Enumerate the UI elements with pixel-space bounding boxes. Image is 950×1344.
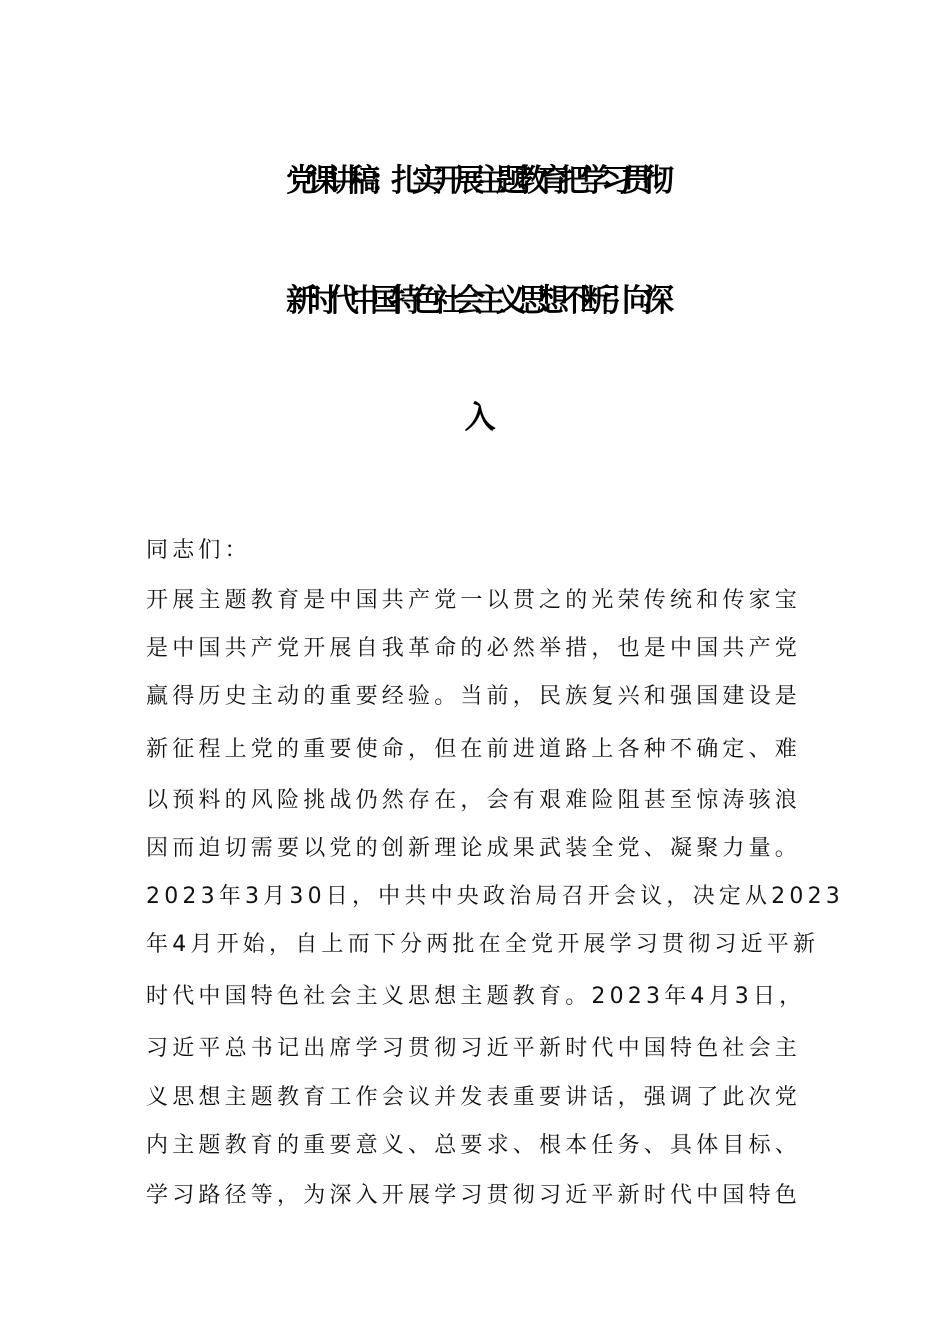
- document-title-line-2: 新时代中国特色社会主义思想不断引向深: [286, 283, 664, 319]
- body-line: 时代中国特色社会主义思想主题教育。2023年4月3日，: [146, 984, 806, 1009]
- body-line: 2023年3月30日，中共中央政治局召开会议，决定从2023: [146, 884, 844, 909]
- greeting: 同志们：: [146, 538, 251, 563]
- document-title-line-3: 入: [464, 400, 486, 436]
- document-title-line-1: 党课讲稿：扎实开展主题教育把学习贯彻: [286, 163, 664, 199]
- body-line: 开展主题教育是中国共产党一以贯之的光荣传统和传家宝: [146, 588, 802, 613]
- body-line: 新征程上党的重要使命，但在前进道路上各种不确定、难: [146, 737, 802, 762]
- body-line: 因而迫切需要以党的创新理论成果武装全党、凝聚力量。: [146, 836, 802, 861]
- body-line: 习近平总书记出席学习贯彻习近平新时代中国特色社会主: [146, 1036, 802, 1061]
- body-line: 赢得历史主动的重要经验。当前，民族复兴和强国建设是: [146, 684, 802, 709]
- body-line: 以预料的风险挑战仍然存在，会有艰难险阻甚至惊涛骇浪: [146, 788, 802, 813]
- body-line: 内主题教育的重要意义、总要求、根本任务、具体目标、: [146, 1133, 802, 1158]
- body-line: 义思想主题教育工作会议并发表重要讲话，强调了此次党: [146, 1085, 802, 1110]
- body-line: 学习路径等，为深入开展学习贯彻习近平新时代中国特色: [146, 1183, 802, 1208]
- body-line: 年4月开始，自上而下分两批在全党开展学习贯彻习近平新: [146, 932, 820, 957]
- body-line: 是中国共产党开展自我革命的必然举措，也是中国共产党: [146, 636, 802, 661]
